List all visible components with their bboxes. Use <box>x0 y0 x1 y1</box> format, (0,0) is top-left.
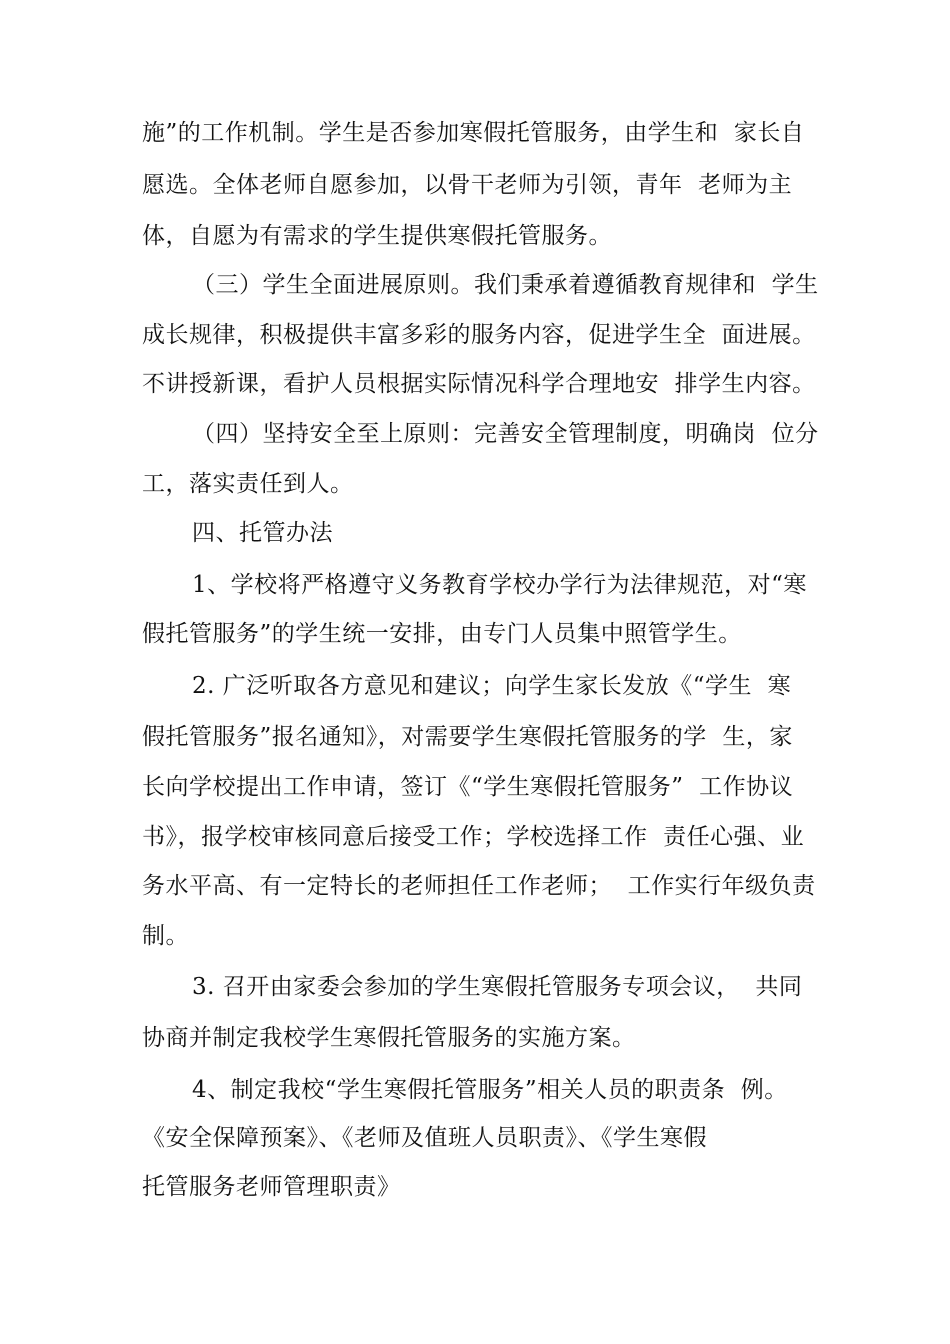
paragraph-line: 假托管服务”报名通知》，对需要学生寒假托管服务的学 生，家 <box>142 724 793 750</box>
paragraph-line: 《安全保障预案》、《老师及值班人员职责》、《学生寒假 <box>142 1125 707 1151</box>
paragraph-line: 协商并制定我校学生寒假托管服务的实施方案。 <box>142 1025 636 1051</box>
paragraph-line: 3. 召开由家委会参加的学生寒假托管服务专项会议， 共同 <box>192 974 803 1000</box>
paragraph-line: 施”的工作机制。学生是否参加寒假托管服务，由学生和 家长自 <box>142 120 805 146</box>
paragraph-line: 2. 广泛听取各方意见和建议；向学生家长发放《“学生 寒 <box>192 673 792 699</box>
paragraph-line: 长向学校提出工作申请，签订《“学生寒假托管服务” 工作协议 <box>142 774 794 800</box>
section-heading: 四、托管办法 <box>192 520 333 546</box>
paragraph-line: 不讲授新课，看护人员根据实际情况科学合理地安 排学生内容。 <box>142 371 816 397</box>
paragraph-line: 书》，报学校审核同意后接受工作；学校选择工作 责任心强、业 <box>142 824 805 850</box>
paragraph-line: 成长规律，积极提供丰富多彩的服务内容，促进学生全 面进展。 <box>142 322 816 348</box>
paragraph-line: 务水平高、有一定特长的老师担任工作老师； 工作实行年级负责 <box>142 873 816 899</box>
paragraph-line: 体，自愿为有需求的学生提供寒假托管服务。 <box>142 223 612 249</box>
paragraph-line: 工，落实责任到人。 <box>142 471 354 497</box>
paragraph-line: 制。 <box>142 923 189 949</box>
paragraph-line: （四）坚持安全至上原则：完善安全管理制度，明确岗 位分 <box>192 421 819 447</box>
paragraph-line: 4、制定我校“学生寒假托管服务”相关人员的职责条 例。 <box>192 1077 788 1103</box>
paragraph-line: 愿选。全体老师自愿参加，以骨干老师为引领，青年 老师为主 <box>142 172 793 198</box>
paragraph-line: （三）学生全面进展原则。我们秉承着遵循教育规律和 学生 <box>192 272 819 298</box>
paragraph-line: 假托管服务”的学生统一安排，由专门人员集中照管学生。 <box>142 621 742 647</box>
paragraph-line: 托管服务老师管理职责》 <box>142 1174 401 1200</box>
paragraph-line: 1、学校将严格遵守义务教育学校办学行为法律规范，对“寒 <box>192 572 807 598</box>
